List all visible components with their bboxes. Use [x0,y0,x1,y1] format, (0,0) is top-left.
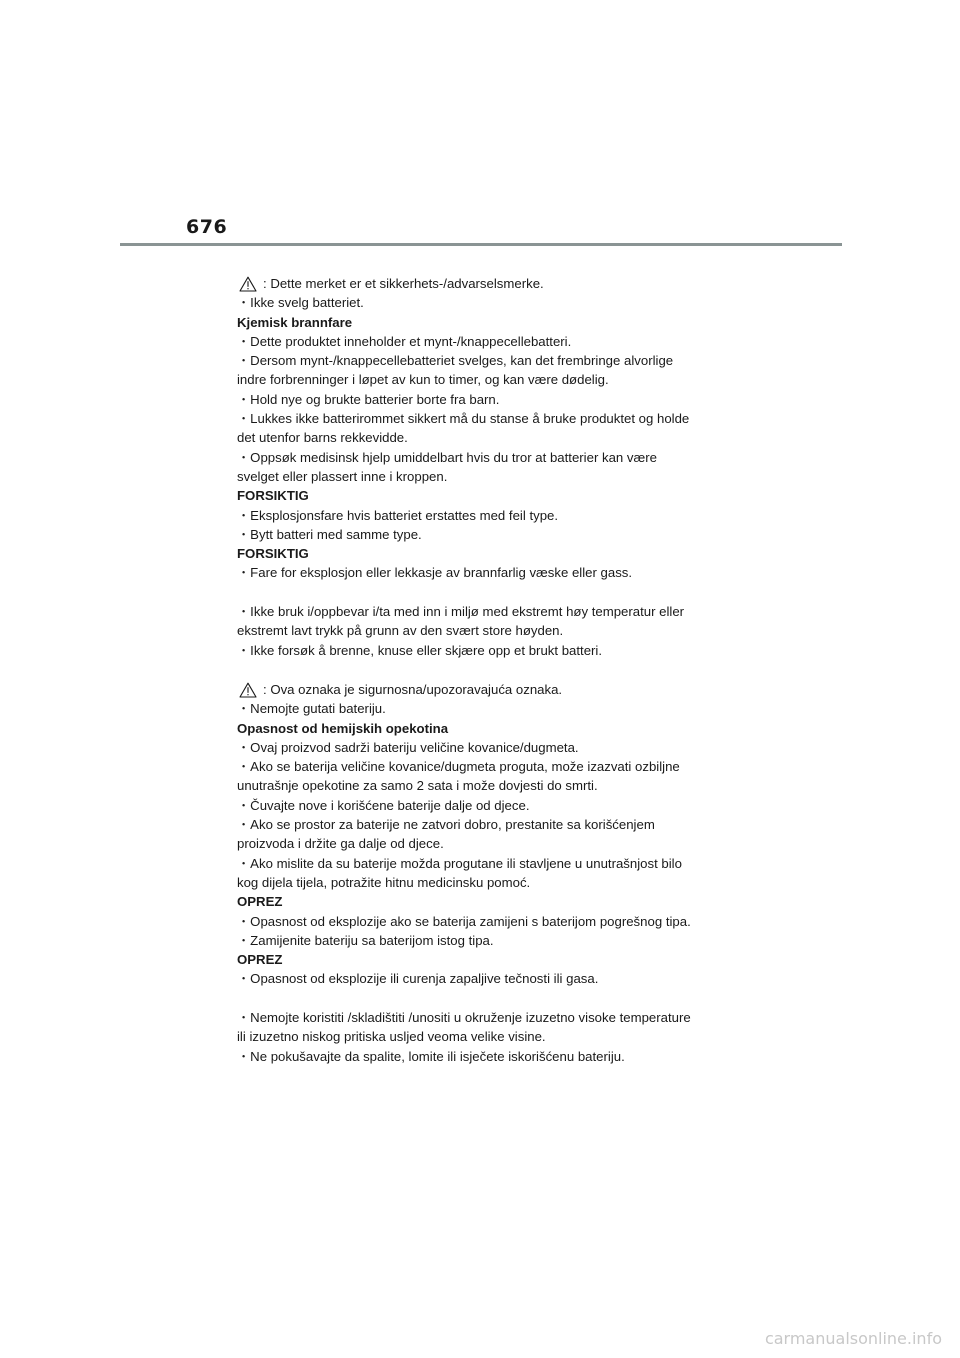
body-text-line: ・Nemojte koristiti /skladištiti /unositi u okruženje izuzetno visoke temperature [237,1010,691,1026]
warning-symbol-line [237,274,717,293]
body-text-line: ・Nemojte gutati bateriju. [237,701,386,717]
warning-symbol-text: : Ova oznaka je sigurnosna/upozoravajuća oznaka. [263,682,563,697]
body-text-line: ・Eksplosjonsfare hvis batteriet erstattes med feil type. [237,507,559,523]
section-heading: FORSIKTIG [237,488,309,504]
body-text-line: ili izuzetno niskog pritiska usljed veoma velike visine. [237,1029,546,1045]
body-text-line: ・Ikke svelg batteriet. [237,295,364,311]
body-text-line: unutrašnje opekotine za samo 2 sata i može dovjesti do smrti. [237,778,598,794]
body-text-line: ・Zamijenite bateriju sa baterijom istog tipa. [237,932,494,948]
blank-line [237,583,717,602]
warning-symbol-text: : Dette merket er et sikkerhets-/advarselsmerke. [263,276,544,291]
section-heading: Opasnost od hemijskih opekotina [237,720,449,736]
warning-symbol-line [237,680,717,699]
body-text-line: indre forbrenninger i løpet av kun to timer, og kan være dødelig. [237,372,609,388]
body-text-line: proizvoda i držite ga dalje od djece. [237,836,444,852]
body-text-line: ・Opasnost od eksplozije ili curenja zapaljive tečnosti ili gasa. [237,971,599,987]
body-text-line: ・Opasnost od eksplozije ako se baterija zamijeni s baterijom pogrešnog tipa. [237,913,691,929]
section-heading: FORSIKTIG [237,546,309,562]
body-text-line: ・Ako mislite da su baterije možda progutane ili stavljene u unutrašnjost bilo [237,855,682,871]
section-heading: OPREZ [237,894,283,910]
watermark: carmanualsonline.info [764,1329,942,1348]
body-text-line: svelget eller plassert inne i kroppen. [237,468,448,484]
body-text-line: ・Ako se baterija veličine kovanice/dugmeta proguta, može izazvati ozbiljne [237,759,680,775]
body-text-line: ・Fare for eksplosjon eller lekkasje av brannfarlig væske eller gass. [237,565,633,581]
body-text-line: ekstremt lavt trykk på grunn av den svært store høyden. [237,623,564,639]
body-text-line: ・Dette produktet inneholder et mynt-/knappecellebatteri. [237,333,572,349]
section-heading: OPREZ [237,952,283,968]
croatian-warning-section [237,680,717,1066]
body-text-line: ・Ikke bruk i/oppbevar i/ta med inn i miljø med ekstremt høy temperatur eller [237,604,685,620]
body-text-line: ・Ne pokušavajte da spalite, lomite ili isječete iskorišćenu bateriju. [237,1048,625,1064]
norwegian-warning-section [237,274,717,660]
body-text-line: ・Dersom mynt-/knappecellebatteriet svelges, kan det frembringe alvorlige [237,353,674,369]
page-number: 676 [186,216,228,238]
warning-triangle-icon [239,276,257,292]
body-text-line: kog dijela tijela, potražite hitnu medicinsku pomoć. [237,874,531,890]
body-text-line: ・Ikke forsøk å brenne, knuse eller skjære opp et brukt batteri. [237,642,603,658]
body-text-line: ・Bytt batteri med samme type. [237,526,422,542]
warning-triangle-icon [239,682,257,698]
body-text-line: ・Lukkes ikke batterirommet sikkert må du stanse å bruke produktet og holde [237,411,690,427]
body-text-line: ・Oppsøk medisinsk hjelp umiddelbart hvis du tror at batterier kan være [237,449,657,465]
blank-line [237,989,717,1008]
body-text-line: ・Čuvajte nove i korišćene baterije dalje od djece. [237,797,530,813]
body-text-line: det utenfor barns rekkevidde. [237,430,408,446]
body-text-line: ・Hold nye og brukte batterier borte fra barn. [237,391,500,407]
section-heading: Kjemisk brannfare [237,314,353,330]
header-divider [120,243,842,246]
body-text-line: ・Ovaj proizvod sadrži bateriju veličine kovanice/dugmeta. [237,739,579,755]
body-text-line: ・Ako se prostor za baterije ne zatvori dobro, prestanite sa korišćenjem [237,817,655,833]
